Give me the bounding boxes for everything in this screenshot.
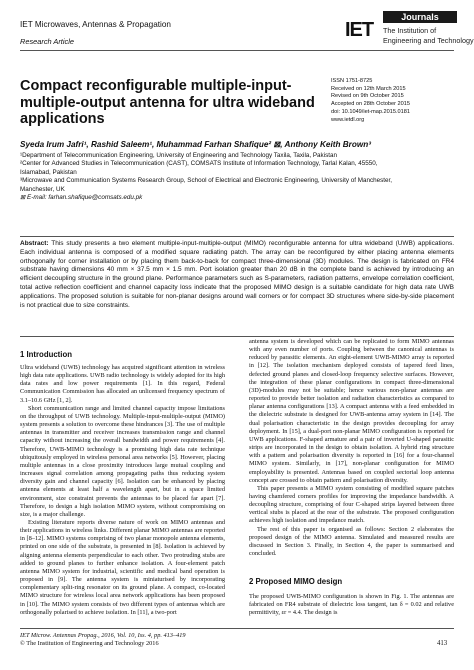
abstract	[20, 240, 454, 310]
section2-body	[249, 593, 454, 617]
article-meta	[331, 78, 461, 124]
article-title: Compact reconfigurable multiple-input-multiple-output antenna for ultra wideband applications	[20, 78, 315, 127]
paragraph: Ultra wideband (UWB) technology has acquired significant attention in wireless high data rate applications. UWB radio technology is widely adopted for its high data rates and low power requirements [1]. In this regard, Federal Communication Commission has allocated an unlicensed frequency spectrum of 3.1–10.6 GHz [1, 2].	[20, 364, 225, 404]
left-column	[20, 364, 225, 617]
header-rule	[20, 50, 454, 51]
paragraph: This paper presents a MIMO system consisting of modified square patches having chamfered corners profiles for improving the impedance bandwidth. A decoupling structure, comprising of four C-shaped strips layered between three vertical stubs is placed at the rear of the substrate. The proposed configuration achieves high isolation and impedance match.	[249, 484, 454, 525]
logo-line-2: Engineering and Technology	[383, 36, 474, 45]
paragraph: The proposed UWB-MIMO configuration is shown in Fig. 1. The antennas are fabricated on FR4 substrate of dielectric loss tangent, tan δ = 0.02 and relative permittivity, εr = 4.4. The design is	[249, 593, 454, 617]
affiliation-line: ¹Department of Telecommunication Engineering, University of Engineering and Technology Taxila, Taxila, Pakistan	[20, 152, 338, 159]
journal-name: IET Microwaves, Antennas & Propagation	[20, 20, 171, 29]
affiliation-line: ³Microwave and Communication Systems Research Group, School of Electrical and Electronic Engineering, University of Manchester,	[20, 177, 393, 185]
abstract-bottom-rule	[20, 336, 454, 337]
affiliations	[20, 152, 440, 202]
affiliation-line: Islamabad, Pakistan	[20, 168, 77, 176]
section-heading-proposed-design: 2 Proposed MIMO design	[249, 577, 343, 586]
author-list: Syeda Irum Jafri¹, Rashid Saleem¹, Muhammad Farhan Shafique² ⊠, Anthony Keith Brown³	[20, 140, 371, 149]
paragraph: Short communication range and limited channel capacity impose limitations on the throughput of UWB technology. Multiple-input-multiple-output (MIMO) system presents a solution to overcome these hindrances [3]. The use of multiple antennas in transmitter and receiver increases transmission range and channel capacity without increasing the overall bandwidth and power requirements [4]. Therefore, UWB-MIMO technology is a promising high data rate technique ubiquitously employed in wireless personal area networks [5]. However, placing multiple antennas in a close proximity introduces large mutual coupling and increases signal correlation among propagating paths thus reducing system diversity gain and channel capacity [6]. Isolation can be enhanced by placing antenna elements at least half a wavelength apart, but in a space limited environment, size constraint prevents the antennas to be placed far apart [7]. Therefore, to design a high isolation MIMO system, without compromising on size, is a major challenge.	[20, 404, 225, 518]
section-heading-introduction: 1 Introduction	[20, 350, 72, 359]
iet-logo	[345, 10, 474, 50]
corresponding-email[interactable]: ⊠ E-mail: farhan.shafique@comsats.edu.pk	[20, 194, 143, 202]
issn: ISSN 1751-8725	[331, 78, 373, 84]
copyright: © The Institution of Engineering and Technology 2016	[20, 640, 159, 648]
doi-link[interactable]: doi: 10.1049/iet-map.2015.0181	[331, 108, 410, 115]
accepted-date: Accepted on 28th October 2015	[331, 101, 410, 108]
footer-rule	[20, 628, 454, 629]
logo-mark: IET	[345, 19, 374, 41]
logo-line-1: The Institution of	[383, 26, 437, 35]
affiliation-line: ²Center for Advanced Studies in Telecommunication (CAST), COMSATS Institute of Information Technology, Tarlal Kalan, 45550,	[20, 160, 378, 168]
paragraph: antenna system is developed which can be replicated to form MIMO antennas with any even number of ports. Coupling between the canonical antennas is reduced by parasitic elements. An eight-element UWB-MIMO array is reported in [12]. The isolation mechanism deployed consists of tapered feed lines, defected ground planes and closed-loop frequency selective surfaces. However, the integration of these planar configurations in compact three-dimensional (3D)-modules may not be suitable; hence various non-planar antennas are reported to provide better isolation and radiation characteristics as compared to planar antenna configurations [13]. A compact antenna with a feed embedded in the dielectric substrate is designed for UWB-antenna array system in [14]. The dual polarisation characteristic in the design provides decoupling for array deployment. In [15], a dual-port non-planar MIMO configuration is reported for UWB applications. F-shaped armature and a pair of inverted U-shaped parasitic strips are incorporated in the design to obtain isolation. A hybrid ring structure with a pattern and polarisation diversity is reported in [16] for a four-channel MIMO system. Similarly, in [17], non-planar configuration for MIMO employability is presented. Antennas based on coupled sectorial loop antenna concept are crossed to obtain pattern and polarisation diversity.	[249, 338, 454, 484]
abstract-top-rule	[20, 236, 454, 237]
abstract-text: This study presents a two element multiple-input-multiple-output (MIMO) reconfigurable antenna for ultra wideband (UWB) applications. Each individual antenna is composed of a modified square radiating patch. The array can be reconfigured by either placing antenna elements orthogonally for corner installation or by placing them back-to-back for compact three-dimensional (3D) modules. The design is fabricated on FR4 substrate having dimensions 40 mm × 37.5 mm × 1.5 mm. Port isolation greater than 20 dB in the complete band is achieved by introducing an efficient decoupling structure in the ground plane. Performance parameters such as S-parameters, radiation patterns, envelope correlation coefficient, total active reflection coefficient and channel capacity loss indicate that the proposed MIMO design is a suitable candidate for high data rate UWB applications. The proposed solution is suitable for non-planar designs around wall corners or for compact 3D structures where side-by-side placement is not practical due to size constraints.	[20, 240, 454, 309]
website-link[interactable]: www.ietdl.org	[331, 116, 365, 123]
affiliation-line: Manchester, UK	[20, 185, 65, 193]
footer	[20, 632, 186, 649]
page-number: 413	[437, 640, 448, 647]
abstract-label: Abstract:	[20, 240, 49, 247]
article-type: Research Article	[20, 37, 74, 46]
revised-date: Revised on 9th October 2015	[331, 93, 404, 100]
right-column	[249, 338, 454, 558]
logo-journals-tab: Journals	[383, 11, 457, 23]
citation: IET Microw. Antennas Propag., 2016, Vol. 10, Iss. 4, pp. 413–419	[20, 632, 186, 639]
paragraph: The rest of this paper is organised as follows: Section 2 elaborates the proposed design of the MIMO antenna. Simulated and measured results are discussed in Section 3. Finally, in Section 4, the paper is summarised and concluded.	[249, 525, 454, 558]
paragraph: Existing literature reports diverse nature of work on MIMO antennas and their applications in wireless links. Different planar MIMO antennas are reported in [8–12]. MIMO systems comprising of two planar monopole antenna elements, printed on one side of the substrate, is presented in [8]. Isolation is achieved by aligning antenna elements perpendicular to each other. Two protruding stubs are added to ground planes to further enhance isolation. A four-element patch antenna MIMO system for industrial, scientific and medical band operation is proposed in [9]. The antenna system is miniaturised by incorporating complementary split-ring resonator on its ground plane. A compact, co-located MIMO structure for wireless local area network applications has been proposed in [10]. The MIMO system consists of two different types of antennas which are orthogonally polarised to achieve isolation. In [11], a two-port	[20, 518, 225, 616]
received-date: Received on 12th March 2015	[331, 85, 406, 92]
